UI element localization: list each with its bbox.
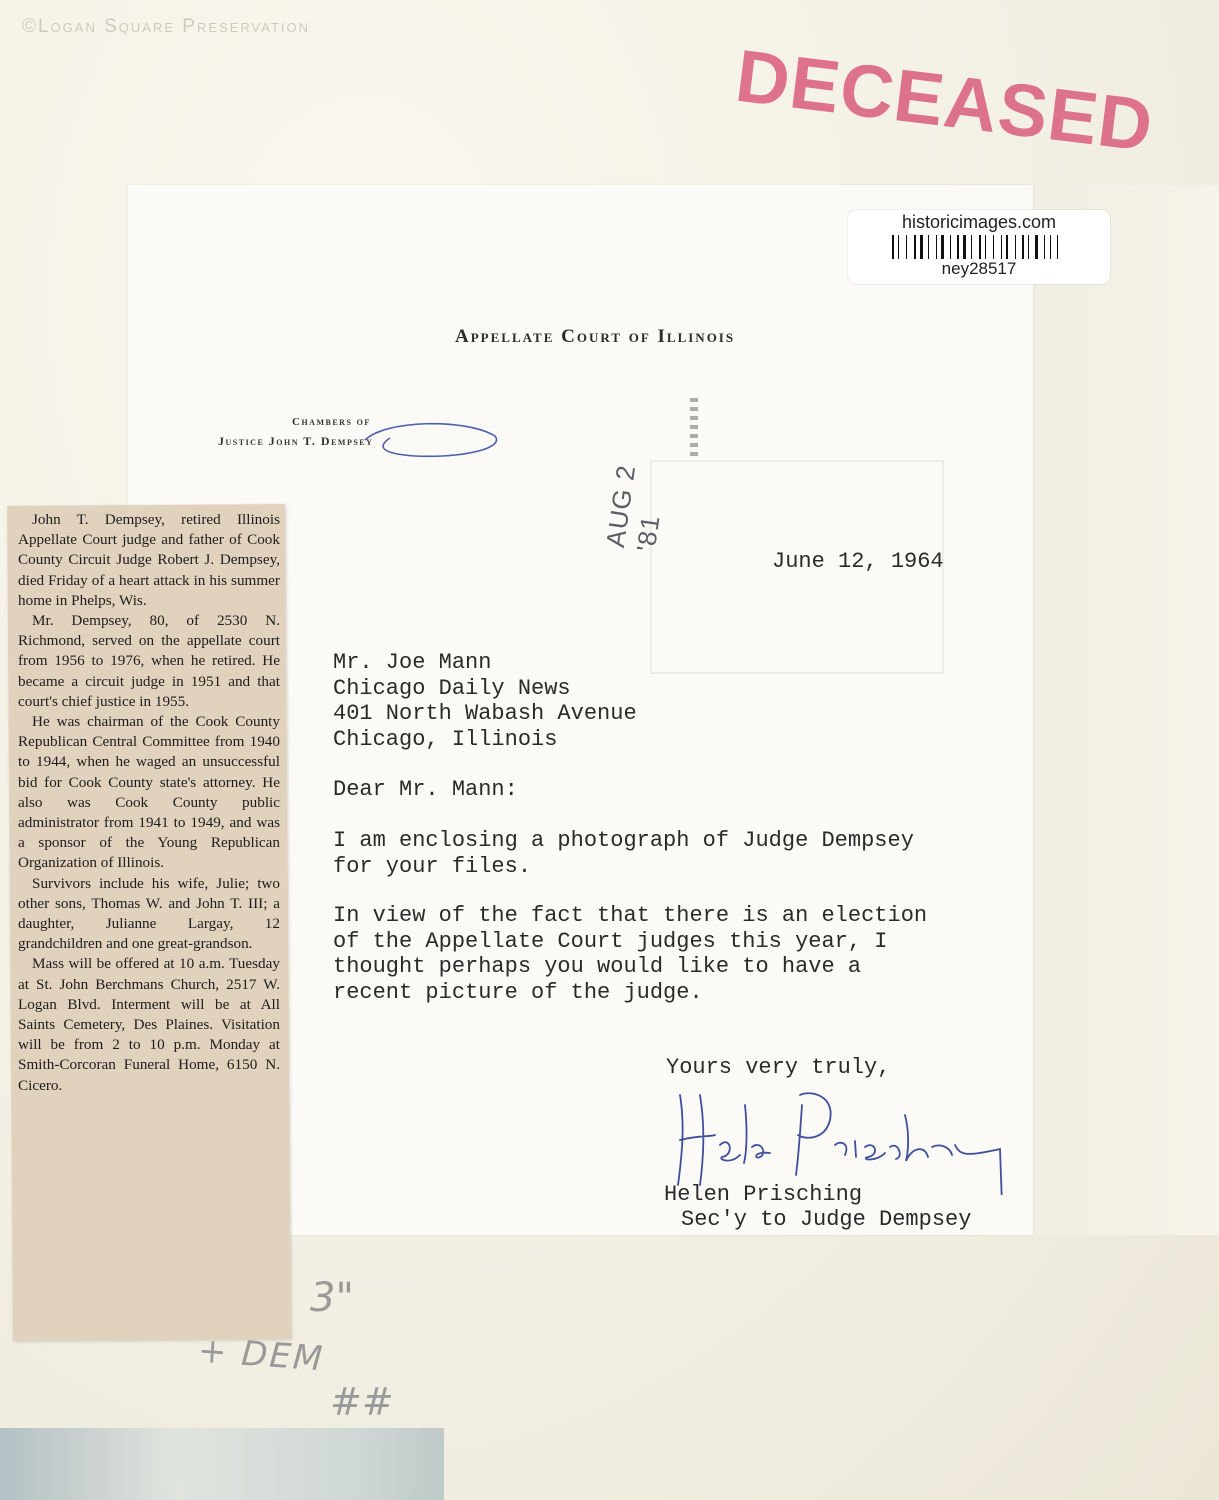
watermark: ©Logan Square Preservation (22, 16, 311, 37)
pen-loop-mark (355, 418, 505, 462)
barcode-bar (1054, 235, 1056, 259)
barcode-bar (1046, 235, 1048, 259)
barcode-bar (960, 235, 961, 259)
barcode-bar (1022, 235, 1024, 259)
barcode-label (848, 210, 1110, 284)
barcode-code: ney28517 (941, 259, 1017, 278)
closing: Yours very truly, (666, 1055, 891, 1080)
barcode-bar (971, 235, 972, 259)
backing-edge (1033, 185, 1219, 1235)
barcode-bar (917, 235, 918, 259)
barcode-bar (1040, 235, 1041, 259)
obituary-paragraph: Mass will be offered at 10 a.m. Tuesday at St. John Berchmans Church, 2517 W. Logan Blvd. Interment will be at All Saints Cemetery, Des Plaines. Visitation will be from 2 to 10 p.m. Monday at Smith-Corcoran Funeral Home, 6150 N. Cicero. (18, 955, 280, 1094)
barcode-bar (936, 235, 937, 259)
barcode-bar (993, 235, 994, 259)
letterhead-court: Appellate Court of Illinois (455, 326, 736, 347)
barcode-bar (941, 235, 944, 259)
barcode-bar (974, 235, 976, 259)
tape-strip (0, 1428, 444, 1500)
barcode-bar (957, 235, 959, 259)
letter-paragraph-2: In view of the fact that there is an election of the Appellate Court judges this year, I thought perhaps you would like to have a recent picture of the judge. (333, 903, 928, 1005)
barcode-bar (1018, 235, 1019, 259)
pencil-note-mark: ## (330, 1380, 394, 1424)
signer-name: Helen Prisching (664, 1182, 863, 1207)
signer-title: Sec'y to Judge Dempsey (681, 1207, 972, 1232)
barcode-bar (1044, 235, 1045, 259)
letterhead-justice: Justice John T. Dempsey (218, 434, 374, 448)
handwritten-signature (660, 1085, 1010, 1195)
barcode-bar (931, 235, 933, 259)
barcode-bar (892, 235, 894, 259)
barcode-bars (891, 235, 1067, 259)
barcode-bar (1057, 235, 1058, 259)
obituary-paragraph: John T. Dempsey, retired Illinois Appellate Court judge and father of Cook County Circuit Judge Robert J. Dempsey, died Friday of a heart attack in his summer home in Phelps, Wis. (18, 511, 280, 609)
obituary-text (18, 510, 280, 1096)
barcode-bar (898, 235, 899, 259)
barcode-bar (1028, 235, 1029, 259)
barcode-bar (895, 235, 896, 259)
barcode-bar (963, 235, 966, 259)
barcode-bar (1032, 235, 1034, 259)
pencil-note-size: 3" (310, 1275, 354, 1321)
barcode-bar (985, 235, 986, 259)
barcode-bar (1015, 235, 1016, 259)
pencil-mark (690, 398, 698, 456)
barcode-bar (1001, 235, 1002, 259)
letterhead-chambers: Chambers of (292, 416, 371, 428)
barcode-bar (928, 235, 929, 259)
barcode-bar (1050, 235, 1051, 259)
barcode-bar (979, 235, 981, 259)
barcode-bar (950, 235, 951, 259)
obituary-paragraph: He was chairman of the Cook County Republican Central Committee from 1940 to 1944, when he waged an unsuccessful bid for Cook County state's attorney. He also was Cook County public administrator from 1941 to 1949, and was a sponsor of the Young Republican Organization of Illinois. (18, 713, 280, 872)
barcode-bar (1035, 235, 1038, 259)
received-date-stamp: AUG 2 '81 (600, 462, 666, 554)
deceased-stamp: DECEASED (731, 33, 1158, 168)
pencil-note-code: + DEM (196, 1330, 326, 1380)
barcode-bar (1003, 235, 1004, 259)
barcode-bar (1011, 235, 1014, 259)
barcode-bar (926, 235, 927, 259)
letter-paragraph-1: I am enclosing a photograph of Judge Dempsey for your files. (333, 828, 914, 879)
letter-date: June 12, 1964 (772, 549, 944, 574)
barcode-bar (909, 235, 911, 259)
barcode-bar (989, 235, 992, 259)
barcode-bar (996, 235, 998, 259)
obituary-paragraph: Survivors include his wife, Julie; two other sons, Thomas W. and John T. III; a daughter, Julianne Largay, 12 grandchildren and one great-grandson. (18, 874, 280, 953)
barcode-bar (914, 235, 916, 259)
barcode-bar (969, 235, 970, 259)
salutation: Dear Mr. Mann: (333, 777, 518, 802)
barcode-bar (982, 235, 983, 259)
barcode-bar (947, 235, 949, 259)
barcode-bar (920, 235, 923, 259)
barcode-bar (953, 235, 954, 259)
obituary-paragraph: Mr. Dempsey, 80, of 2530 N. Richmond, served on the appellate court from 1956 to 1976, when he retired. He became a circuit judge in 1951 and that court's chief justice in 1955. (18, 612, 280, 710)
barcode-bar (1060, 235, 1063, 259)
recipient-address: Mr. Joe Mann Chicago Daily News 401 North Wabash Avenue Chicago, Illinois (333, 650, 637, 752)
barcode-bar (906, 235, 907, 259)
barcode-bar (1025, 235, 1026, 259)
barcode-bar (1006, 235, 1008, 259)
barcode-bar (938, 235, 939, 259)
barcode-site: historicimages.com (901, 212, 1057, 232)
barcode-bar (902, 235, 905, 259)
